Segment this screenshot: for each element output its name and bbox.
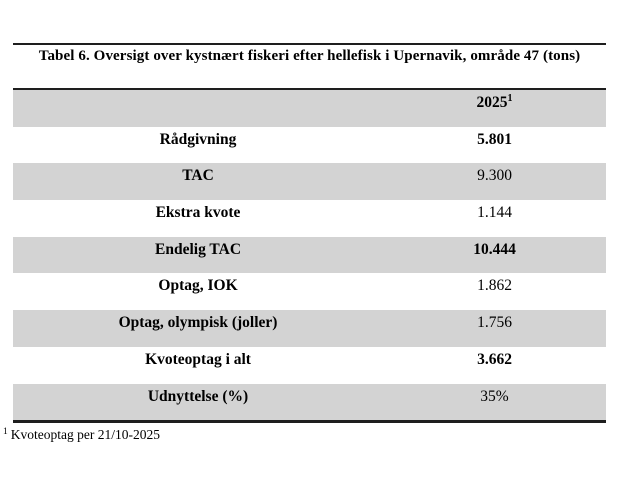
- row-label: Udnyttelse (%): [147, 387, 249, 405]
- row-value: 10.444: [473, 240, 516, 258]
- row-label: Kvoteoptag i alt: [145, 350, 251, 368]
- row-label: Optag, IOK: [158, 277, 238, 295]
- table-row: [13, 273, 606, 310]
- row-label: Optag, olympisk (joller): [118, 314, 278, 332]
- footnote-text: Kvoteoptag per 21/10-2025: [10, 427, 160, 442]
- header-empty-cell: [13, 90, 383, 127]
- column-header-footnote-marker: 1: [507, 92, 513, 104]
- row-label: Ekstra kvote: [155, 204, 241, 222]
- column-header-cell: [383, 90, 606, 127]
- table-row: [13, 237, 606, 274]
- row-value: 1.862: [477, 277, 512, 295]
- table-caption: Tabel 6. Oversigt over kystnært fiskeri efter hellefisk i Upernavik, område 47 (tons): [13, 43, 606, 88]
- table-row: [13, 384, 606, 421]
- table-row: [13, 127, 606, 164]
- table-body: [13, 88, 606, 423]
- footnote: [3, 427, 160, 443]
- table-row: [13, 347, 606, 384]
- row-label: Rådgivning: [159, 130, 237, 148]
- table-row: [13, 163, 606, 200]
- table-row: [13, 310, 606, 347]
- row-value: 5.801: [477, 130, 512, 148]
- row-label: Endelig TAC: [155, 240, 242, 258]
- quota-table: [13, 43, 606, 423]
- footnote-marker: 1: [3, 426, 8, 437]
- column-header-year: 2025: [476, 94, 508, 111]
- row-value: 3.662: [477, 350, 512, 368]
- row-value: 1.144: [477, 204, 512, 222]
- row-value: 35%: [480, 387, 509, 405]
- row-value: 1.756: [477, 314, 512, 332]
- table-header-row: [13, 90, 606, 127]
- row-label: TAC: [182, 167, 214, 185]
- row-value: 9.300: [477, 167, 512, 185]
- table-row: [13, 200, 606, 237]
